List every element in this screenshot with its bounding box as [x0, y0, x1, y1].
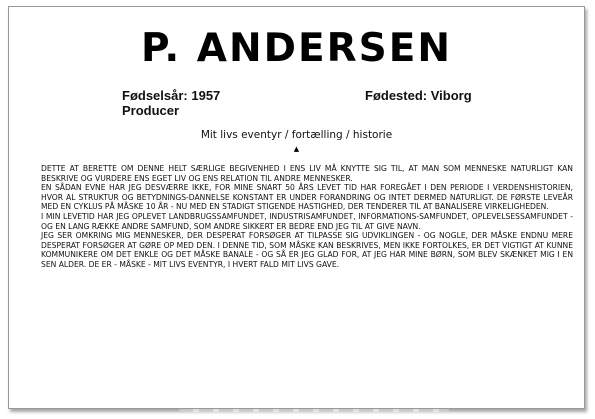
paragraph: I MIN LEVETID HAR JEG OPLEVET LANDBRUGSSAMFUNDET, INDUSTRISAMFUNDET, INFORMATIONS-SAMFUNDET, OPLEVELSESSAMFUNDET - OG EN LANG RÆKKE ANDRE SAMFUND, SOM ANDRE SIKKERT ER BEDRE END JEG TIL AT GIVE NAVN. — [41, 211, 573, 231]
birthplace: Fødested: Viborg — [365, 88, 472, 103]
triangle-ornament-icon: ▲ — [293, 145, 300, 153]
document-card — [8, 6, 585, 409]
paragraph: EN SÅDAN EVNE HAR JEG DESVÆRRE IKKE, FOR MINE SNART 50 ÅRS LEVET TID HAR FOREGÅET I DEN PERIODE I VERDENSHISTORIEN, HVOR AL STRUKTUR OG BETYDNINGS-DANNELSE KONSTANT ER UNDER FORANDRING OG INTET DERMED NATURLIGT. DE FØRSTE LEVEÅR MED EN CYKLUS PÅ MÅSKE 10 ÅR - NU MED EN STADIGT STIGENDE HASTIGHED, DER TENDERER TIL AT BANALISERE VIRKELIGHEDEN. — [41, 183, 573, 212]
meta-right — [365, 88, 472, 103]
paragraph: JEG SER OMKRING MIG MENNESKER, DER DESPERAT FORSØGER AT TILPASSE SIG UDVIKLINGEN - OG NOGLE, DER MÅSKE ENDNU MERE DESPERAT FORSØGER AT GØRE OP MED DEN. I DENNE TID, SOM MÅSKE KAN BESKRIVES, MEN IKKE FORTOLKES, ER DET VIGTIGT AT KUNNE KOMMUNIKERE OM DET ENKLE OG DET MÅSKE BANALE - OG SÅ ER JEG GLAD FOR, AT JEG HAR MINE BØRN, SOM BLEV SKÆNKET MIG I EN SEN ALDER. DE ER - MÅSKE - MIT LIVS EVENTYR, I HVERT FALD MIT LIVS GAVE. — [41, 231, 573, 269]
paragraph: DETTE AT BERETTE OM DENNE HELT SÆRLIGE BEGIVENHED I ENS LIV MÅ KNYTTE SIG TIL, AT MAN SOM MENNESKE NATURLIGT KAN BESKRIVE OG VURDERE ENS EGET LIV OG ENS RELATION TIL ANDRE MENNESKER. — [41, 164, 573, 183]
meta-left — [122, 88, 220, 118]
birth-year: Fødselsår: 1957 — [122, 88, 221, 103]
story-body — [41, 164, 573, 270]
bottom-decoration — [179, 409, 449, 412]
story-subtitle: Mit livs eventyr / fortælling / historie — [200, 129, 393, 141]
person-name: P. ANDERSEN — [140, 26, 453, 71]
profession: Producer — [122, 103, 180, 118]
